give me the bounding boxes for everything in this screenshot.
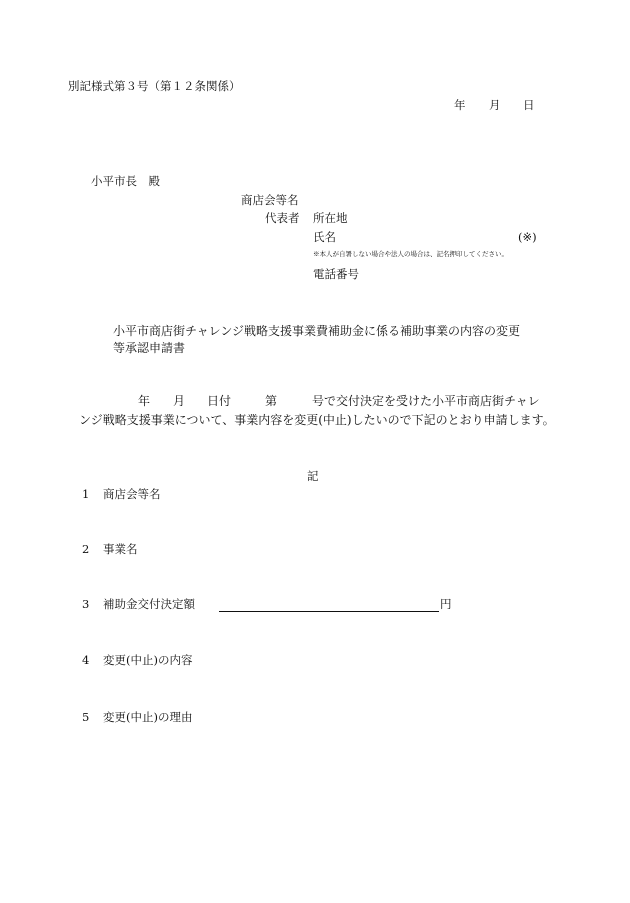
item-2-number: 2 <box>82 542 90 556</box>
ki-heading: 記 <box>307 469 319 483</box>
seal-mark: (※) <box>518 230 537 244</box>
body-year-label: 年 <box>138 394 151 408</box>
date-month-label: 月 <box>489 98 501 112</box>
name-label: 氏名 <box>313 230 336 244</box>
body-line2: ンジ戦略支援事業について、事業内容を変更(中止)したいので下記のとおり申請します。 <box>79 413 555 427</box>
date-year-label: 年 <box>454 98 466 112</box>
item-3-unit: 円 <box>440 597 452 611</box>
phone-label: 電話番号 <box>313 267 359 281</box>
org-name-label: 商店会等名 <box>241 193 299 207</box>
amount-underline <box>219 611 439 612</box>
addressee: 小平市長 殿 <box>91 174 160 188</box>
document-title-line2: 等承認申請書 <box>113 341 186 355</box>
item-2-label: 事業名 <box>103 542 138 556</box>
representative-label: 代表者 <box>265 211 300 225</box>
seal-note: ※本人が自署しない場合や法人の場合は、記名押印してください。 <box>313 250 508 258</box>
item-5-label: 変更(中止)の理由 <box>103 710 193 724</box>
item-3-number: 3 <box>82 597 90 611</box>
body-line1-rest: 号で交付決定を受けた小平市商店街チャレ <box>312 394 540 408</box>
item-5-number: 5 <box>82 710 90 724</box>
address-label: 所在地 <box>313 211 348 225</box>
body-month-label: 月 <box>173 394 186 408</box>
item-1-label: 商店会等名 <box>103 487 161 501</box>
form-number: 別記様式第３号（第１２条関係） <box>68 79 241 93</box>
date-day-label: 日 <box>523 98 535 112</box>
body-day-label: 日付 <box>207 394 232 408</box>
item-4-label: 変更(中止)の内容 <box>103 653 193 667</box>
document-title-line1: 小平市商店街チャレンジ戦略支援事業費補助金に係る補助事業の内容の変更 <box>113 324 521 338</box>
item-1-number: 1 <box>82 487 90 501</box>
body-number-prefix: 第 <box>265 394 278 408</box>
item-4-number: 4 <box>82 653 90 667</box>
item-3-label: 補助金交付決定額 <box>103 597 195 611</box>
